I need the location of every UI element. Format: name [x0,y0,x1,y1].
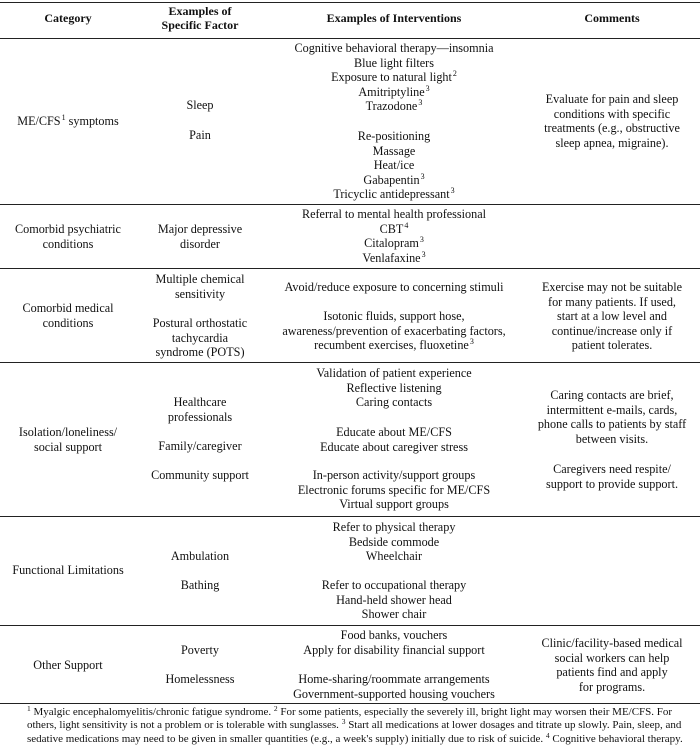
intervention-item: Reflective listening [346,380,442,395]
intervention-item: In-person activity/support groups [312,468,476,482]
interventions-cell [264,628,524,657]
intervention-item: Government-supported housing vouchers [293,686,495,701]
intervention-item: Bedside commode [348,534,440,549]
factor-cell: Sleep [186,98,214,112]
intervention-item: Exposure to natural light$^2$ [331,69,457,85]
intervention-item: Cognitive behavioral therapy—insomnia [294,41,494,55]
interventions-cell [264,207,524,265]
header-specific-factor: Examples of Specific Factor [161,4,239,32]
intervention-item: Home-sharing/roommate arrangements [298,672,490,686]
intervention-item: Shower chair [361,607,427,622]
intervention-item: Amitriptyline$^3$ [358,83,430,99]
category-cell: ME/CFS$^1$ symptoms [17,113,119,128]
intervention-item: Refer to occupational therapy [321,578,467,592]
interventions-cell [264,468,524,512]
factor-cell: Healthcare professionals [167,395,233,424]
factor-cell: Major depressive disorder [157,222,243,251]
factor-cell: Multiple chemical sensitivity [155,272,245,301]
intervention-item: Validation of patient experience [316,366,472,380]
intervention-item: Venlafaxine$^3$ [362,249,426,265]
interventions-cell [264,309,524,353]
table-footnotes [27,706,699,746]
table-top-rule [0,2,700,3]
intervention-item: Hand-held shower head [336,592,452,607]
row-divider [0,268,700,269]
comments-cell: Exercise may not be suitable for many patients. If used, start at a low level and continue/increase only if patient tolerates. [541,280,683,353]
interventions-cell [264,425,524,454]
intervention-item: Blue light filters [354,55,434,70]
intervention-item: Caring contacts [355,395,433,410]
intervention-item: Citalopram$^3$ [364,235,424,251]
header-bottom-rule [0,38,700,39]
intervention-item: Virtual support groups [339,497,449,512]
intervention-item: Educate about caregiver stress [320,439,468,454]
intervention-item: CBT$^4$ [379,220,409,236]
intervention-item: Tricyclic antidepressant$^3$ [333,186,455,202]
interventions-cell [264,366,524,410]
row-divider [0,625,700,626]
intervention-item: Referral to mental health professional [301,207,487,221]
comments-cell: Caring contacts are brief, intermittent e-mails, cards, phone calls to patients by staff between visits. [537,388,687,446]
factor-cell: Homelessness [165,672,235,686]
interventions-cell [264,280,524,295]
category-cell: Functional Limitations [12,563,124,577]
header-category: Category [44,11,92,25]
row-divider [0,362,700,363]
interventions-cell [264,672,524,701]
category-cell: Other Support [33,658,103,672]
category-cell: Comorbid psychiatric conditions [15,222,121,251]
header-interventions: Examples of Interventions [326,11,462,25]
factor-cell: Pain [189,128,211,142]
intervention-item: recumbent exercises, fluoxetine$^3$ [314,337,474,353]
category-cell: Isolation/loneliness/ social support [18,425,118,454]
factor-cell: Poverty [181,643,219,657]
intervention-item: awareness/prevention of exacerbating factors, [282,323,506,338]
intervention-item: Educate about ME/CFS [336,425,452,439]
intervention-item: Heat/ice [373,158,415,173]
intervention-item: Food banks, vouchers [340,628,448,642]
factor-cell: Community support [151,468,249,482]
intervention-item: Refer to physical therapy [332,520,456,534]
interventions-cell [264,520,524,564]
interventions-cell [264,129,524,202]
footnote-text: $^1$ Myalgic encephalomyelitis/chronic fatigue syndrome. $^2$ For some patients, especially the severely ill, bright light may worsen their ME/CFS. For others, light sensitivity is not a problem or is tolerable with sunglasses. $^3$ Start all medications at lower dosages and titrate up slowly. Pain, sleep, and sedative medications may need to be given in smaller quantities (e.g., a week's supply) initially due to risk of suicide. $^4$ Cognitive behavioral therapy. [27,704,683,745]
intervention-item: Wheelchair [365,549,423,564]
intervention-item: Apply for disability financial support [303,642,485,657]
intervention-item: Massage [372,143,416,158]
interventions-cell [264,578,524,622]
comments-cell: Clinic/facility-based medical social workers can help patients find and apply for programs. [541,636,683,694]
factor-cell: Bathing [180,578,220,592]
comments-cell: Evaluate for pain and sleep conditions with specific treatments (e.g., obstructive sleep apnea, migraine). [544,92,680,150]
interventions-cell [264,41,524,114]
category-cell: Comorbid medical conditions [22,301,114,330]
intervention-item: Electronic forums specific for ME/CFS [297,482,491,497]
row-divider [0,516,700,517]
table-bottom-rule [0,703,700,704]
comments-cell: Caregivers need respite/ support to provide support. [545,462,679,491]
factor-cell: Postural orthostatic tachycardia syndrome (POTS) [152,316,248,360]
intervention-item: Isotonic fluids, support hose, [323,309,465,323]
row-divider [0,204,700,205]
factor-cell: Family/caregiver [158,439,242,453]
factor-cell: Ambulation [170,549,230,563]
intervention-item: Re-positioning [357,129,431,143]
intervention-item: Gabapentin$^3$ [363,171,425,187]
intervention-item: Avoid/reduce exposure to concerning stimuli [284,280,504,294]
header-comments: Comments [584,11,640,25]
intervention-item: Trazodone$^3$ [365,98,423,114]
